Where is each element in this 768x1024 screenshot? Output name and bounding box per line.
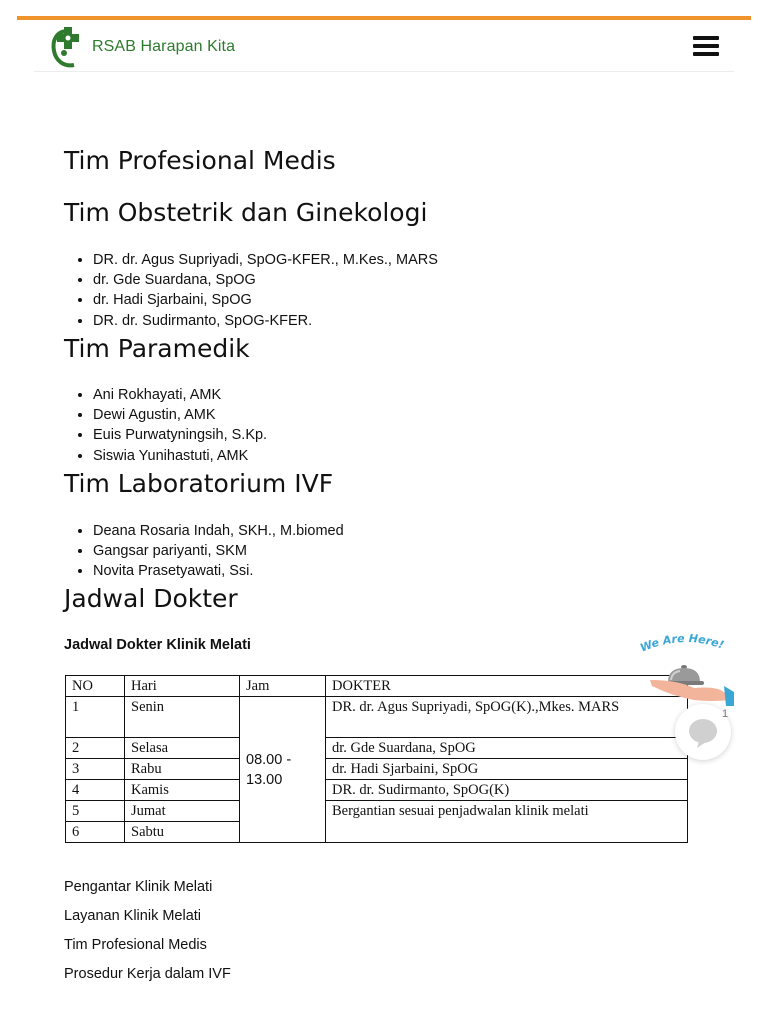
table-header-row [66,676,688,697]
cell-hari: Senin [125,697,240,738]
site-header [34,20,734,72]
cell-hari: Sabtu [125,822,240,843]
list-item: • Novita Prasetyawati, Ssi. [93,561,344,581]
list-item: • dr. Hadi Sjarbaini, SpOG [93,290,438,310]
cell-dokter: Bergantian sesuai penjadwalan klinik melati [326,801,688,843]
table-row [66,801,688,822]
paramedik-member-list [64,385,267,466]
table-row [66,759,688,780]
schedule-table [65,675,688,843]
list-item: • Gangsar pariyanti, SKM [93,541,344,561]
we-are-here-text: We Are Here! [638,631,726,655]
page-title: Tim Profesional Medis [64,146,336,175]
cell-dokter: DR. dr. Sudirmanto, SpOG(K) [326,780,688,801]
table-row [66,697,688,738]
cell-jam: 08.00 - 13.00 [240,697,326,843]
cell-no: 3 [66,759,125,780]
site-logo-link[interactable] [48,25,235,69]
section-heading-obgyn: Tim Obstetrik dan Ginekologi [64,198,428,227]
section-heading-paramedik: Tim Paramedik [64,334,250,363]
cell-no: 2 [66,738,125,759]
link-tim-profesional[interactable]: Tim Profesional Medis [64,937,207,953]
cell-dokter: dr. Hadi Sjarbaini, SpOG [326,759,688,780]
link-layanan-klinik[interactable]: Layanan Klinik Melati [64,908,202,924]
list-item: • DR. dr. Sudirmanto, SpOG-KFER. [93,311,438,331]
column-header-no: NO [66,676,125,697]
schedule-subheading: Jadwal Dokter Klinik Melati [64,637,251,653]
list-item: • Siswia Yunihastuti, AMK [93,446,267,466]
cell-hari: Kamis [125,780,240,801]
logo-text: RSAB Harapan Kita [92,38,236,55]
list-item: • Ani Rokhayati, AMK [93,385,267,405]
link-pengantar-klinik[interactable]: Pengantar Klinik Melati [64,879,213,895]
list-item: • Dewi Agustin, AMK [93,405,267,425]
hamburger-menu-icon[interactable] [693,36,719,56]
lab-ivf-member-list [64,521,344,582]
table-row [66,780,688,801]
list-item: • DR. dr. Agus Supriyadi, SpOG-KFER., M.Kes., MARS [93,250,438,270]
list-item: • Deana Rosaria Indah, SKH., M.biomed [93,521,344,541]
table-row [66,738,688,759]
section-heading-lab-ivf: Tim Laboratorium IVF [64,469,334,498]
cell-no: 6 [66,822,125,843]
cell-no: 1 [66,697,125,738]
cell-hari: Jumat [125,801,240,822]
list-item: • dr. Gde Suardana, SpOG [93,270,438,290]
link-prosedur-ivf[interactable]: Prosedur Kerja dalam IVF [64,966,231,982]
section-heading-jadwal: Jadwal Dokter [64,584,238,613]
cell-no: 4 [66,780,125,801]
cell-dokter: dr. Gde Suardana, SpOG [326,738,688,759]
chat-notification-badge: 1 [722,708,729,720]
cell-hari: Rabu [125,759,240,780]
column-header-dokter: DOKTER [326,676,688,697]
hospital-logo-icon [48,25,88,69]
cell-hari: Selasa [125,738,240,759]
column-header-jam: Jam [240,676,326,697]
cell-dokter: DR. dr. Agus Supriyadi, SpOG(K).,Mkes. MARS [326,697,688,738]
svg-text:We Are Here! [638,632,725,655]
list-item: • Euis Purwatyningsih, S.Kp. [93,425,267,445]
column-header-hari: Hari [125,676,240,697]
obgyn-member-list [64,250,438,331]
cell-no: 5 [66,801,125,822]
related-links-list [64,877,231,993]
